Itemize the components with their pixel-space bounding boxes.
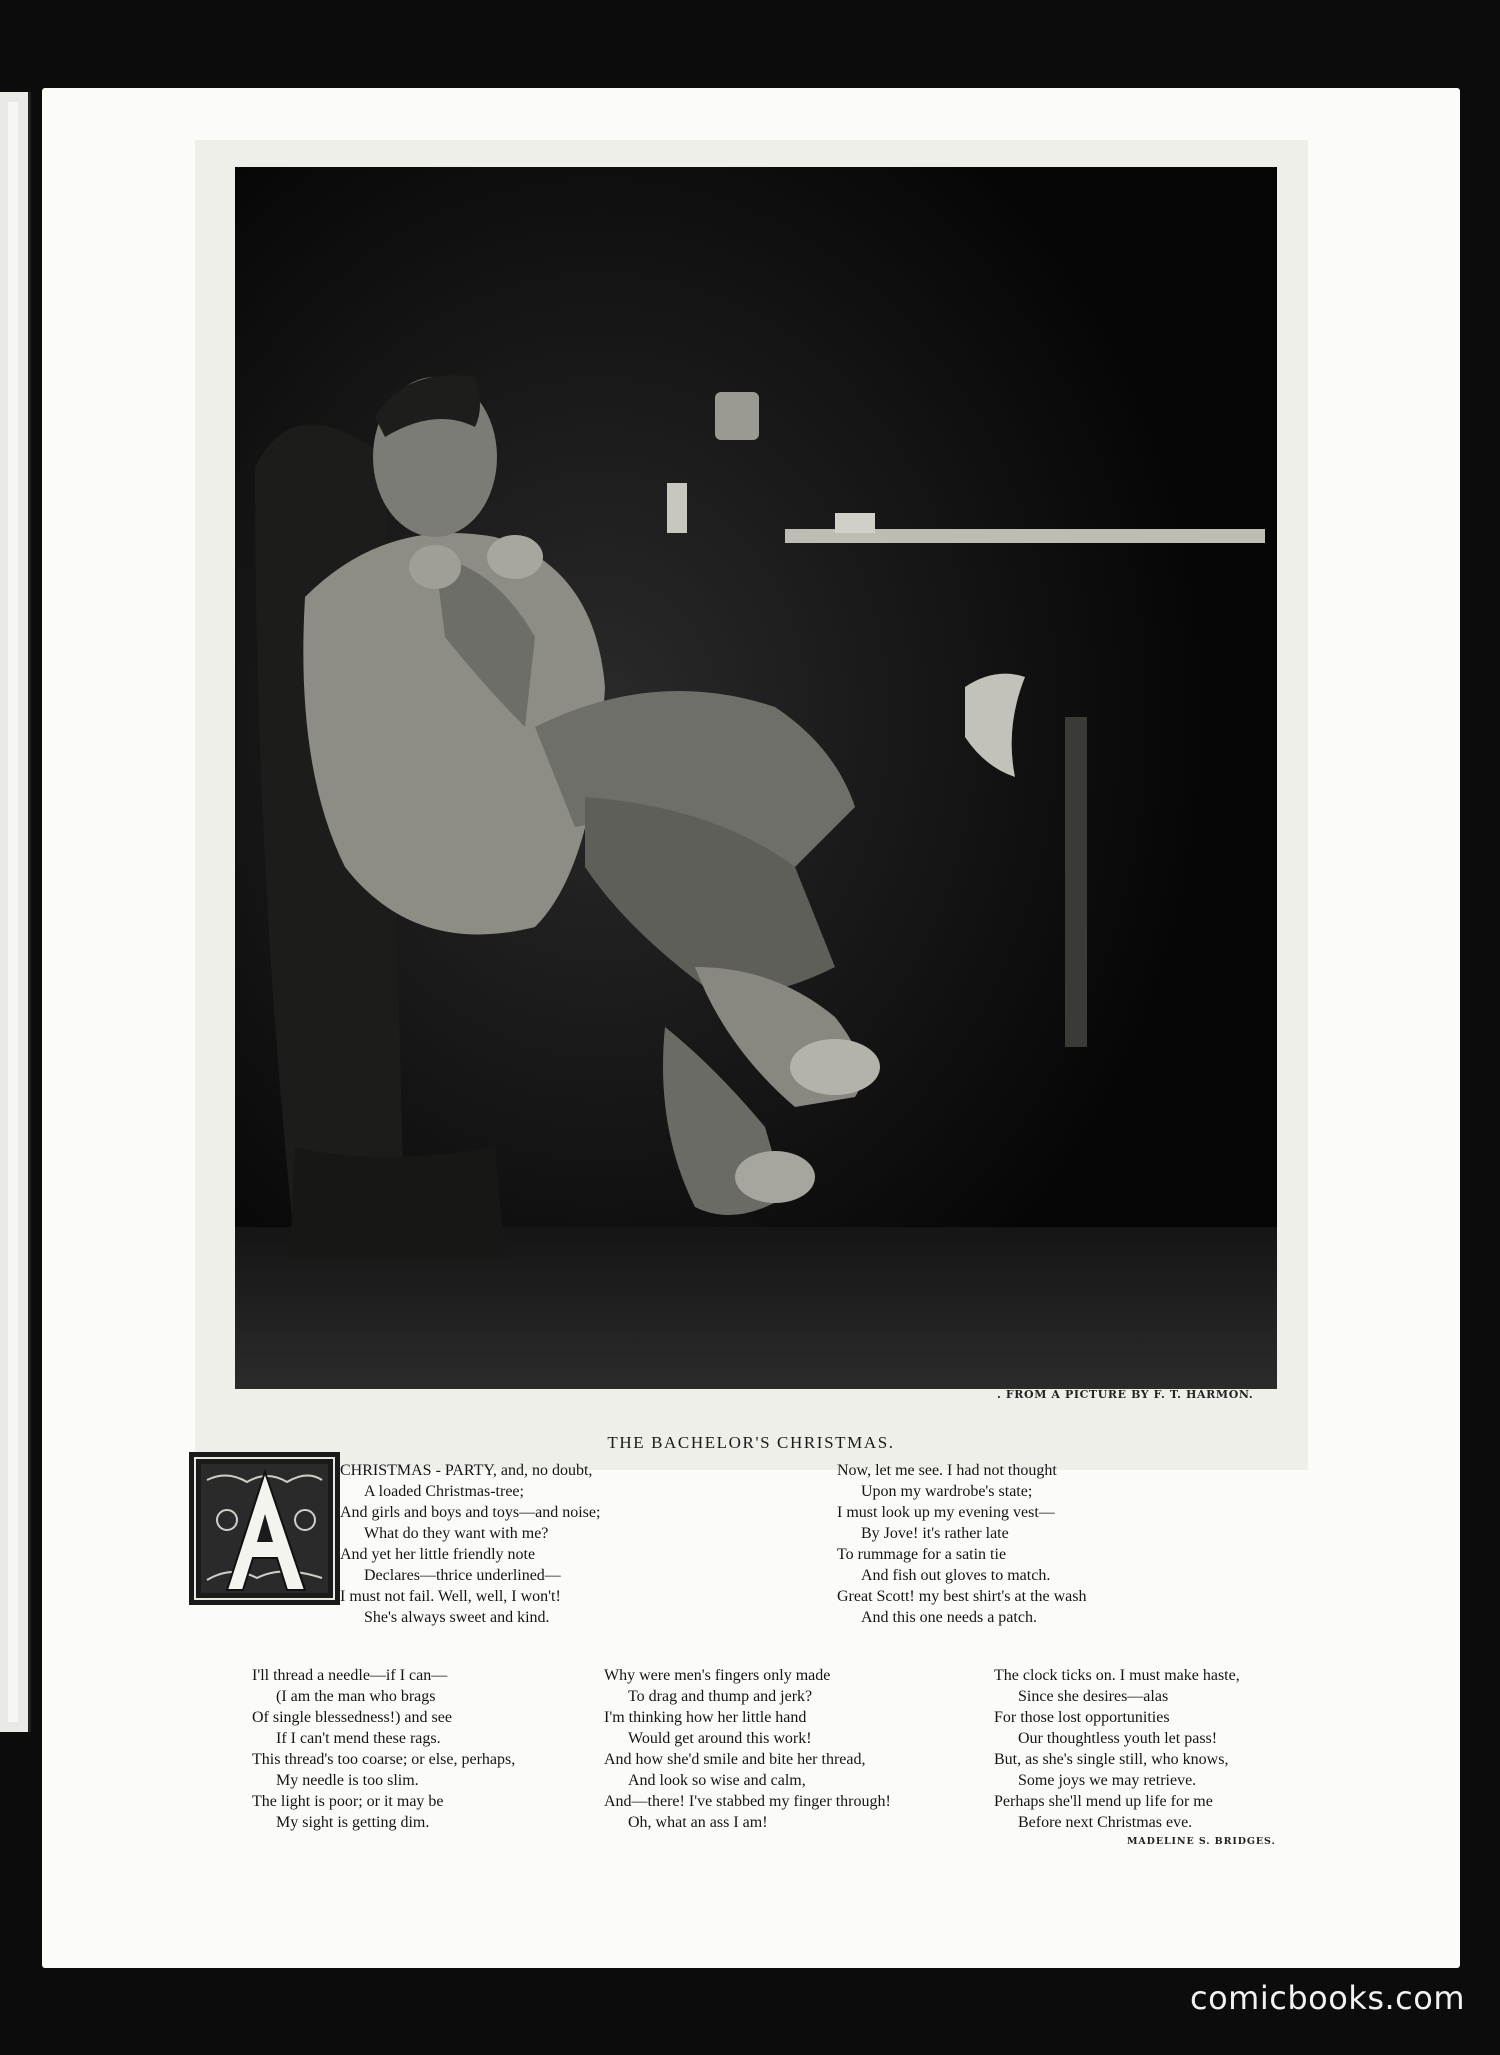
stanza-2-line-3: I must look up my evening vest—	[837, 1504, 1055, 1521]
stanza-2-line-2: Upon my wardrobe's state;	[861, 1483, 1033, 1500]
stanza-2-line-7: Great Scott! my best shirt's at the wash	[837, 1588, 1087, 1605]
stanza-5-line-3: For those lost opportunities	[994, 1709, 1170, 1726]
stanza-5-line-2: Since she desires—alas	[1018, 1688, 1169, 1705]
stanza-4	[604, 1665, 891, 1833]
stanza-2	[837, 1460, 1087, 1628]
stanza-5-line-8: Before next Christmas eve.	[1018, 1814, 1193, 1831]
poem-title: THE BACHELOR'S CHRISTMAS.	[607, 1433, 895, 1452]
stanza-3-line-8: My sight is getting dim.	[276, 1814, 430, 1831]
stanza-4-line-4: Would get around this work!	[628, 1730, 812, 1747]
stanza-1-line-4: What do they want with me?	[364, 1525, 549, 1542]
stanza-4-line-6: And look so wise and calm,	[628, 1772, 806, 1789]
illuminated-dropcap	[187, 1450, 342, 1607]
stanza-5	[994, 1665, 1240, 1833]
stanza-3	[252, 1665, 515, 1833]
stanza-3-line-1: I'll thread a needle—if I can—	[252, 1667, 448, 1684]
stanza-5-line-4: Our thoughtless youth let pass!	[1018, 1730, 1218, 1747]
stanza-3-line-6: My needle is too slim.	[276, 1772, 419, 1789]
stanza-4-line-8: Oh, what an ass I am!	[628, 1814, 768, 1831]
stanza-2-line-6: And fish out gloves to match.	[861, 1567, 1051, 1584]
stanza-1-line-6: Declares—thrice underlined—	[364, 1567, 561, 1584]
stanza-1-line-5: And yet her little friendly note	[340, 1546, 536, 1563]
stanza-2-line-5: To rummage for a satin tie	[837, 1546, 1007, 1563]
stanza-1-line-3: And girls and boys and toys—and noise;	[340, 1504, 601, 1521]
photograph-bachelor-sewing	[235, 167, 1277, 1389]
watermark: comicbooks.com	[1189, 1979, 1465, 2017]
stanza-5-line-5: But, as she's single still, who knows,	[994, 1751, 1229, 1768]
left-page-edge-inner	[8, 102, 18, 1722]
stanza-4-line-7: And—there! I've stabbed my finger through!	[604, 1793, 891, 1810]
stanza-5-line-6: Some joys we may retrieve.	[1018, 1772, 1197, 1789]
stanza-3-line-7: The light is poor; or it may be	[252, 1793, 444, 1810]
stanza-5-line-7: Perhaps she'll mend up life for me	[994, 1793, 1213, 1810]
stanza-5-line-1: The clock ticks on. I must make haste,	[994, 1667, 1240, 1684]
stanza-2-line-1: Now, let me see. I had not thought	[837, 1462, 1057, 1479]
dropcap-ornament-icon	[187, 1450, 342, 1607]
photograph-illustration	[235, 167, 1277, 1389]
stanza-3-line-5: This thread's too coarse; or else, perhaps,	[252, 1751, 516, 1768]
left-page-edge	[0, 92, 31, 1732]
stanza-2-line-4: By Jove! it's rather late	[861, 1525, 1009, 1542]
stanza-2-line-8: And this one needs a patch.	[861, 1609, 1037, 1626]
stanza-3-line-3: Of single blessedness!) and see	[252, 1709, 452, 1726]
stanza-4-line-3: I'm thinking how her little hand	[604, 1709, 807, 1726]
stanza-4-line-5: And how she'd smile and bite her thread,	[604, 1751, 866, 1768]
stanza-1	[340, 1460, 600, 1628]
poem-author: MADELINE S. BRIDGES.	[1127, 1836, 1276, 1847]
stanza-1-line-2: A loaded Christmas-tree;	[364, 1483, 524, 1500]
stanza-3-line-2: (I am the man who brags	[276, 1688, 436, 1705]
stanza-1-line-8: She's always sweet and kind.	[364, 1609, 550, 1626]
stanza-3-line-4: If I can't mend these rags.	[276, 1730, 441, 1747]
stanza-4-line-2: To drag and thump and jerk?	[628, 1688, 813, 1705]
photo-credit: . FROM A PICTURE BY F. T. HARMON.	[997, 1388, 1254, 1401]
magazine-page	[42, 88, 1460, 1968]
stanza-1-line-7: I must not fail. Well, well, I won't!	[340, 1588, 561, 1605]
stanza-1-line-1: CHRISTMAS - PARTY, and, no doubt,	[340, 1462, 593, 1479]
stanza-4-line-1: Why were men's fingers only made	[604, 1667, 831, 1684]
